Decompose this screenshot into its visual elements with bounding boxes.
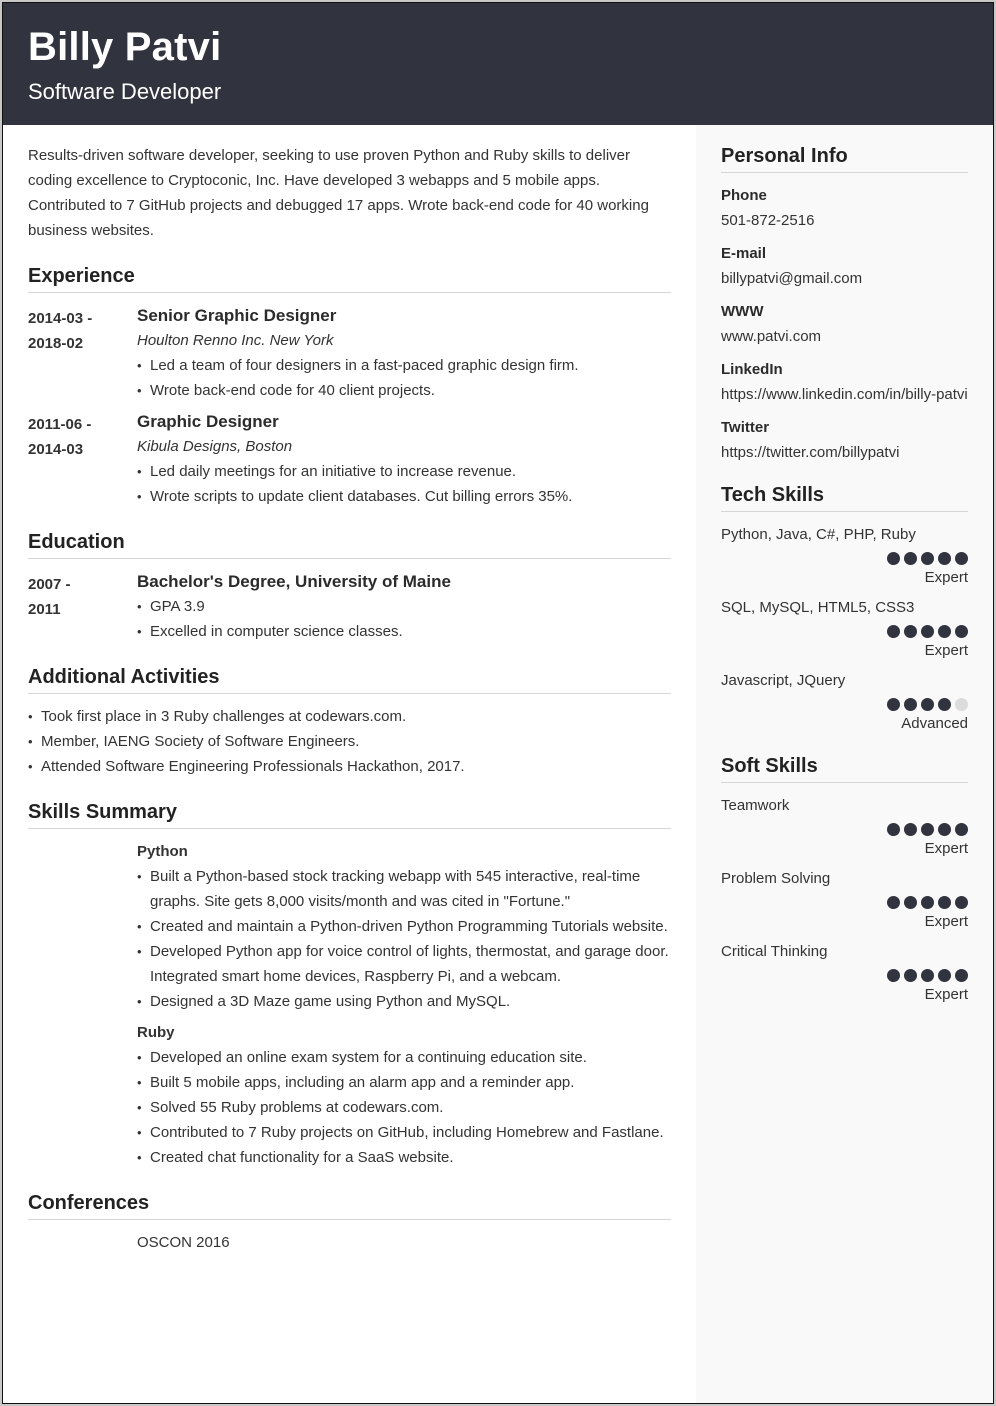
www-value[interactable]: www.patvi.com (721, 328, 822, 345)
skill-level: Advanced (901, 715, 968, 732)
bullet-item: • Developed an online exam system for a continuing education site. (137, 1045, 671, 1070)
bullet-item: • Attended Software Engineering Professionals Hackathon, 2017. (28, 754, 671, 779)
rating-dot-icon (955, 969, 968, 982)
conferences-heading: Conferences (28, 1192, 671, 1220)
job-bullets (137, 353, 671, 403)
rating-dot-icon (938, 823, 951, 836)
skill-name: Teamwork (721, 797, 790, 814)
bullet-item: • Developed Python app for voice control of lights, thermostat, and garage door. Integrated smart home devices, Raspberry Pi, and a webcam. (137, 939, 671, 989)
education-dates (28, 569, 137, 644)
linkedin-value[interactable]: https://www.linkedin.com/in/billy-patvi (721, 386, 968, 403)
skill-item (721, 670, 968, 735)
experience-dates (28, 303, 137, 403)
company: Houlton Renno Inc. New York (137, 332, 334, 349)
skill-rating (721, 625, 968, 638)
skills-group-bullets (137, 864, 671, 1014)
email-value[interactable]: billypatvi@gmail.com (721, 270, 863, 287)
rating-dot-icon (904, 698, 917, 711)
date-end: 2014-03 (28, 441, 84, 458)
skills-group-title: Ruby (137, 1024, 175, 1041)
date-end: 2011 (28, 601, 61, 618)
bullet-item: • Created chat functionality for a SaaS website. (137, 1145, 671, 1170)
education-heading: Education (28, 531, 671, 559)
education-entry (28, 569, 671, 644)
candidate-name: Billy Patvi (28, 25, 222, 69)
soft-skills-heading: Soft Skills (721, 755, 968, 783)
rating-dot-icon (887, 698, 900, 711)
skill-name: Javascript, JQuery (721, 672, 846, 689)
rating-dot-icon (955, 625, 968, 638)
activities-list (28, 704, 671, 779)
skill-level: Expert (924, 642, 968, 659)
bullet-item: • Took first place in 3 Ruby challenges at codewars.com. (28, 704, 671, 729)
rating-dot-icon (904, 823, 917, 836)
rating-dot-icon (938, 969, 951, 982)
experience-entry (28, 303, 671, 403)
conference-item: OSCON 2016 (137, 1234, 230, 1251)
resume-header (3, 3, 993, 125)
skill-item (721, 795, 968, 860)
rating-dot-icon (904, 969, 917, 982)
rating-dot-icon (904, 552, 917, 565)
bullet-item: • Wrote scripts to update client databases. Cut billing errors 35%. (137, 484, 671, 509)
experience-entry (28, 409, 671, 509)
tech-skills-section (721, 484, 968, 735)
bullet-item: • Wrote back-end code for 40 client projects. (137, 378, 671, 403)
skills-summary-heading: Skills Summary (28, 801, 671, 829)
linkedin-label: LinkedIn (721, 361, 783, 378)
skills-group-bullets (137, 1045, 671, 1170)
company: Kibula Designs, Boston (137, 438, 293, 455)
skill-item (721, 524, 968, 589)
skill-name: Python, Java, C#, PHP, Ruby (721, 526, 916, 543)
email-label: E-mail (721, 245, 767, 262)
skill-item (721, 868, 968, 933)
rating-dot-icon (887, 552, 900, 565)
personal-info-heading: Personal Info (721, 145, 968, 173)
rating-dot-icon (887, 896, 900, 909)
phone-label: Phone (721, 187, 767, 204)
rating-dot-icon (921, 698, 934, 711)
main-column (28, 125, 671, 1255)
bullet-item: • Created and maintain a Python-driven Python Programming Tutorials website. (137, 914, 671, 939)
date-start: 2011-06 - (28, 416, 92, 433)
job-bullets (137, 459, 671, 509)
skill-name: Critical Thinking (721, 943, 828, 960)
job-title: Senior Graphic Designer (137, 306, 337, 325)
bullet-item: • Built a Python-based stock tracking webapp with 545 interactive, real-time graphs. Site gets 8,000 visits/month and was cited in "Fortune." (137, 864, 671, 914)
candidate-title: Software Developer (28, 79, 222, 104)
rating-dot-icon (887, 969, 900, 982)
education-bullets (137, 594, 671, 644)
rating-dot-icon (921, 969, 934, 982)
bullet-item: • Excelled in computer science classes. (137, 619, 671, 644)
experience-heading: Experience (28, 265, 671, 293)
skill-name: Problem Solving (721, 870, 831, 887)
skill-rating (721, 698, 968, 711)
date-start: 2014-03 - (28, 310, 93, 327)
rating-dot-empty-icon (955, 698, 968, 711)
rating-dot-icon (938, 896, 951, 909)
rating-dot-icon (938, 552, 951, 565)
rating-dot-icon (955, 552, 968, 565)
resume-page (2, 2, 994, 1404)
skills-group-title: Python (137, 843, 188, 860)
bullet-item: • Led a team of four designers in a fast-paced graphic design firm. (137, 353, 671, 378)
skill-level: Expert (924, 840, 968, 857)
skill-level: Expert (924, 913, 968, 930)
skill-item (721, 597, 968, 662)
skills-group-ruby (137, 1020, 671, 1170)
rating-dot-icon (938, 625, 951, 638)
rating-dot-icon (921, 823, 934, 836)
rating-dot-icon (955, 823, 968, 836)
rating-dot-icon (904, 896, 917, 909)
skill-level: Expert (924, 986, 968, 1003)
sidebar (696, 125, 993, 1403)
personal-info-section (721, 145, 968, 464)
www-label: WWW (721, 303, 764, 320)
soft-skills-section (721, 755, 968, 1006)
experience-dates (28, 409, 137, 509)
rating-dot-icon (887, 823, 900, 836)
job-title: Graphic Designer (137, 412, 279, 431)
bullet-item: • Solved 55 Ruby problems at codewars.com. (137, 1095, 671, 1120)
date-end: 2018-02 (28, 335, 84, 352)
rating-dot-icon (938, 698, 951, 711)
rating-dot-icon (921, 552, 934, 565)
skill-rating (721, 896, 968, 909)
bullet-item: • Designed a 3D Maze game using Python and MySQL. (137, 989, 671, 1014)
bullet-item: • Led daily meetings for an initiative to increase revenue. (137, 459, 671, 484)
rating-dot-icon (904, 625, 917, 638)
twitter-label: Twitter (721, 419, 770, 436)
rating-dot-icon (887, 625, 900, 638)
rating-dot-icon (921, 896, 934, 909)
rating-dot-icon (955, 896, 968, 909)
bullet-item: • Member, IAENG Society of Software Engineers. (28, 729, 671, 754)
rating-dot-icon (921, 625, 934, 638)
skills-group-python (137, 839, 671, 1014)
skill-rating (721, 823, 968, 836)
twitter-value[interactable]: https://twitter.com/billypatvi (721, 444, 900, 461)
tech-skills-heading: Tech Skills (721, 484, 968, 512)
date-start: 2007 - (28, 576, 71, 593)
skill-rating (721, 552, 968, 565)
bullet-item: • Built 5 mobile apps, including an alarm app and a reminder app. (137, 1070, 671, 1095)
skill-level: Expert (924, 569, 968, 586)
degree: Bachelor's Degree, University of Maine (137, 572, 451, 591)
phone-value: 501-872-2516 (721, 212, 815, 229)
summary-text: Results-driven software developer, seeking to use proven Python and Ruby skills to deliver coding excellence to Cryptoconic, Inc. Have developed 3 webapps and 5 mobile apps. Contributed to 7 GitHub projects and debugged 17 apps. Wrote back-end code for 40 working business websites. (28, 147, 649, 239)
bullet-item: • Contributed to 7 Ruby projects on GitHub, including Homebrew and Fastlane. (137, 1120, 671, 1145)
skill-name: SQL, MySQL, HTML5, CSS3 (721, 599, 915, 616)
bullet-item: • GPA 3.9 (137, 594, 671, 619)
skill-rating (721, 969, 968, 982)
skill-item (721, 941, 968, 1006)
activities-heading: Additional Activities (28, 666, 671, 694)
